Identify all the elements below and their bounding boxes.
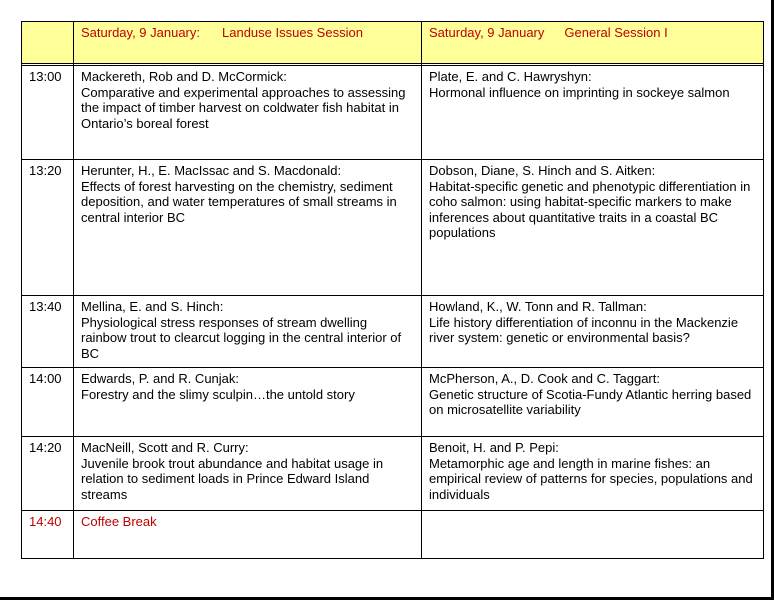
break-label: Coffee Break	[74, 511, 422, 559]
talk-cell-left	[74, 437, 422, 511]
time-slot: 14:00	[22, 368, 74, 437]
talk-authors: Edwards, P. and R. Cunjak:	[81, 371, 240, 386]
time-slot: 13:00	[22, 66, 74, 160]
talk-title: Life history differentiation of inconnu in the Mackenzie river system: genetic or environmental basis?	[429, 314, 739, 345]
talk-cell-left	[74, 296, 422, 368]
empty-cell	[422, 511, 764, 559]
talk-authors: Plate, E. and C. Hawryshyn:	[429, 69, 592, 84]
table-row	[22, 160, 764, 296]
talk-cell-right	[422, 437, 764, 511]
talk-authors: Mellina, E. and S. Hinch:	[81, 299, 224, 314]
talk-title: Metamorphic age and length in marine fishes: an empirical review of patterns for species, populations and individuals	[429, 455, 753, 502]
header-right-session-title: General Session I	[564, 25, 668, 40]
talk-authors: Howland, K., W. Tonn and R. Tallman:	[429, 299, 647, 314]
talk-title: Effects of forest harvesting on the chemistry, sediment deposition, and water temperatures of small streams in central interior BC	[81, 178, 397, 225]
table-row	[22, 437, 764, 511]
talk-title: Comparative and experimental approaches to assessing the impact of timber harvest on coldwater fish habitat in Ontario’s boreal forest	[81, 84, 406, 131]
session-schedule-table	[21, 21, 764, 559]
header-left-date: Saturday, 9 January:	[81, 25, 200, 40]
talk-cell-left	[74, 368, 422, 437]
header-right-date: Saturday, 9 January	[429, 25, 545, 40]
header-left-session-title: Landuse Issues Session	[222, 25, 363, 40]
talk-authors: Mackereth, Rob and D. McCormick:	[81, 69, 287, 84]
header-left-session	[74, 22, 422, 64]
time-slot: 13:20	[22, 160, 74, 296]
talk-title: Forestry and the slimy sculpin…the untold story	[81, 386, 355, 402]
break-time: 14:40	[22, 511, 74, 559]
time-slot: 13:40	[22, 296, 74, 368]
header-right-session	[422, 22, 764, 64]
time-slot: 14:20	[22, 437, 74, 511]
table-row	[22, 296, 764, 368]
talk-authors: McPherson, A., D. Cook and C. Taggart:	[429, 371, 660, 386]
coffee-break-row	[22, 511, 764, 559]
talk-title: Genetic structure of Scotia-Fundy Atlantic herring based on microsatellite variability	[429, 386, 752, 417]
talk-title: Habitat-specific genetic and phenotypic differentiation in coho salmon: using habitat-specific markers to make inferences about quantitative traits in a coastal BC populations	[429, 178, 751, 240]
talk-cell-left	[74, 160, 422, 296]
talk-authors: Benoit, H. and P. Pepi:	[429, 440, 559, 455]
talk-title: Physiological stress responses of stream dwelling rainbow trout to clearcut logging in the central interior of BC	[81, 314, 402, 361]
talk-cell-right	[422, 160, 764, 296]
talk-title: Juvenile brook trout abundance and habitat usage in relation to sediment loads in Prince Edward Island streams	[81, 455, 384, 502]
talk-cell-right	[422, 66, 764, 160]
talk-cell-left	[74, 66, 422, 160]
talk-authors: MacNeill, Scott and R. Curry:	[81, 440, 249, 455]
header-time-cell	[22, 22, 74, 64]
talk-cell-right	[422, 296, 764, 368]
talk-authors: Herunter, H., E. MacIssac and S. Macdonald:	[81, 163, 342, 178]
talk-cell-right	[422, 368, 764, 437]
talk-authors: Dobson, Diane, S. Hinch and S. Aitken:	[429, 163, 656, 178]
table-row	[22, 368, 764, 437]
table-row	[22, 66, 764, 160]
talk-title: Hormonal influence on imprinting in sockeye salmon	[429, 84, 730, 100]
table-header-row	[22, 22, 764, 64]
